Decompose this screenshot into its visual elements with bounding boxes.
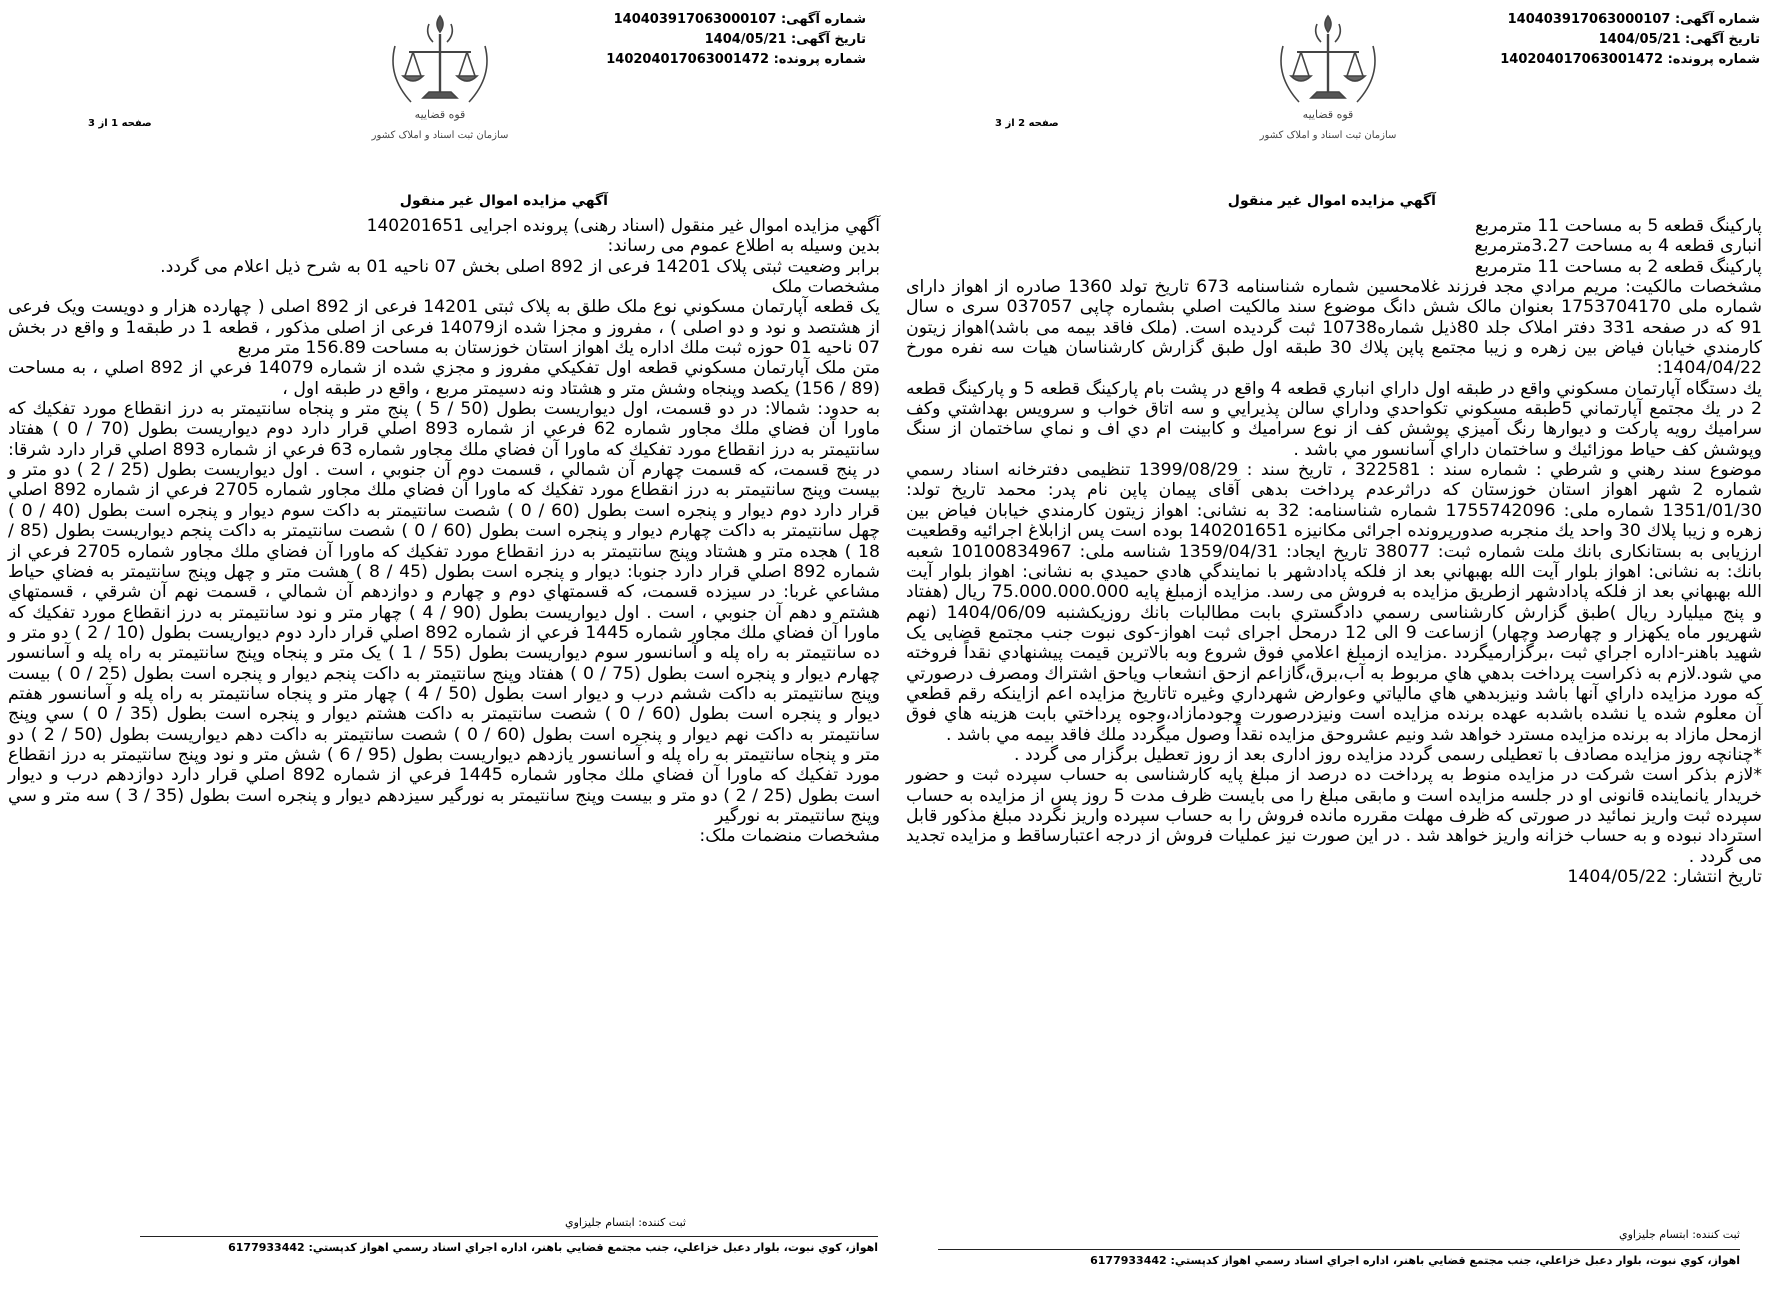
page-number: صفحه 1 از 3 bbox=[88, 118, 152, 129]
header-meta bbox=[606, 10, 866, 70]
body-paragraph: انباری قطعه 4 به مساحت 3.27مترمربع bbox=[1474, 236, 1762, 257]
body-paragraph: مشخصات منضمات ملک: bbox=[699, 826, 880, 847]
body-paragraph: يک قطعه آپارتمان مسكوني نوع ملک طلق به پلاک ثبتی 14201 فرعی از 892 اصلی ( چهارده هزار و دويست ويک فرعی از هشتصد و نود و دو اصلی ) ، مفروز و مجزا شده از14079 فرعی از اصلی مذکور ، قطعه 1 در طبقه1 و واقع در بخش 07 ناحيه 01 حوزه ثبت ملك اداره يك اهواز استان خوزستان به مساحت 156.89 متر مربع bbox=[8, 297, 880, 359]
publish-date: تاريخ انتشار: 1404/05/22 bbox=[1567, 867, 1762, 887]
footer-address: اهواز، كوي نبوت، بلوار دعبل خزاعلي، جنب مجتمع قضايي باهنر، اداره اجراي اسناد رسمي اهواز كدپستي: 6177933442 bbox=[1090, 1254, 1740, 1267]
svg-text:قوه قضاییه: قوه قضاییه bbox=[414, 108, 466, 121]
registrar-name: ابتسام جليزاوي bbox=[564, 1216, 635, 1229]
registrar bbox=[565, 1216, 686, 1229]
notice-body bbox=[906, 216, 1762, 887]
registrar-label: ثبت كننده: bbox=[638, 1216, 686, 1229]
body-paragraph: بدين وسيله به اطلاع عموم می رساند: bbox=[607, 236, 880, 257]
body-paragraph: *چنانچه روز مزايده مصادف با تعطيلی رسمی گردد مزايده روز اداری بعد از روز تعطيل برگزار می گردد . bbox=[1013, 744, 1762, 765]
case-number-label: شماره پرونده: bbox=[1667, 52, 1760, 67]
notice-number: 140403917063000107 bbox=[613, 12, 777, 27]
notice-number: 140403917063000107 bbox=[1507, 12, 1671, 27]
case-number: 140204017063001472 bbox=[606, 52, 770, 67]
judiciary-emblem-logo bbox=[1253, 6, 1403, 161]
registrar-name: ابتسام جليزاوي bbox=[1618, 1228, 1689, 1241]
page-number: صفحه 2 از 3 bbox=[995, 118, 1059, 129]
body-paragraph: يك دستگاه آپارتمان مسكوني واقع در طبقه اول داراي انباري قطعه 4 واقع در پشت بام پاركينگ قطعه 5 و پاركينگ قطعه 2 در يك مجتمع آپارتماني 5طبقه مسكوني تكواحدي وداراي سالن پذيرايي و سه اتاق خواب و سرويس بهداشتي وكف سراميك رويه پاركت و ديوارها رنگ آميزي پوشش كف از نوع سراميك و كابينت ام دي اف و نماي ساختمان از سنگ وپوشش كف حياط موزائيك و ساختمان داراي آسانسور مي باشد . bbox=[906, 378, 1763, 460]
registrar bbox=[1619, 1228, 1740, 1241]
notice-body bbox=[8, 216, 880, 847]
body-paragraph: متن ملک آپارتمان مسكوني قطعه اول تفكيكي مفروز و مجزي شده از شماره 14079 فرعي از 892 اصلي ، به مساحت (89 / 156) يكصد وپنجاه وشش متر و هشتاد ونه دسيمتر مربع ، واقع در طبقه اول ، bbox=[8, 358, 880, 399]
case-number: 140204017063001472 bbox=[1500, 52, 1664, 67]
body-paragraph: برابر وضعيت ثبتی پلاک 14201 فرعی از 892 اصلی بخش 07 ناحيه 01 به شرح ذيل اعلام می گردد. bbox=[160, 256, 880, 277]
body-paragraph: پارکینگ قطعه 2 به مساحت 11 مترمربع bbox=[1474, 256, 1762, 277]
notice-title: آگهي مزايده اموال غير منقول bbox=[399, 193, 608, 209]
footer-divider bbox=[140, 1236, 878, 1237]
svg-text:قوه قضاییه: قوه قضاییه bbox=[1302, 108, 1354, 121]
body-paragraph: مشخصات ملک bbox=[771, 277, 880, 298]
page-2 bbox=[898, 0, 1780, 1303]
body-paragraph: مشخصات مالکیت: مريم مرادي مجد فرزند غلامحسين شماره شناسنامه 673 تاريخ تولد 1360 صادره از اهواز دارای شماره ملی 1753704170 بعنوان مالک شش دانگ موضوع سند مالكيت اصلي بشماره چاپی 037057 سری ه سال 91 که در صفحه 331 دفتر املاک جلد 80ذيل شماره10738 ثبت گرديده است. (ملک فاقد بیمه می باشد)اهواز زيتون كارمندي خيابان فياض بين زهره و زيبا مجتمع پاپن پلاك 30 طبقه اول طبق گزارش کارشناسان هيات سه نفره مورخ 1404/04/22: bbox=[906, 277, 1763, 379]
body-paragraph: پارکینگ قطعه 5 به مساحت 11 مترمربع bbox=[1474, 216, 1762, 236]
notice-number-label: شماره آگهی: bbox=[780, 12, 866, 27]
footer-address: اهواز، كوي نبوت، بلوار دعبل خزاعلي، جنب مجتمع قضايي باهنر، اداره اجراي اسناد رسمي اهواز كدپستي: 6177933442 bbox=[228, 1241, 878, 1254]
case-number-label: شماره پرونده: bbox=[773, 52, 866, 67]
notice-date-label: تاریخ آگهی: bbox=[791, 32, 866, 47]
footer-divider bbox=[938, 1249, 1740, 1250]
body-paragraph: آگهي مزايده اموال غير منقول (اسناد رهنی) پرونده اجرايی 140201651 bbox=[366, 216, 880, 236]
header-meta bbox=[1500, 10, 1760, 70]
notice-date: 1404/05/21 bbox=[704, 32, 787, 47]
notice-date-label: تاریخ آگهی: bbox=[1685, 32, 1760, 47]
body-paragraph: *لازم بذکر است شرکت در مزايده منوط به پرداخت ده درصد از مبلغ پايه کارشناسی به حساب سپرده ثبت و حضور خريدار يانماينده قانونی او در جلسه مزايده است و مابقی مبلغ را می بايست ظرف مدت 5 روز پس از مزايده به حساب سپرده ثبت واريز نمائيد در صورتی که ظرف مهلت مقرره مانده فروش را به حساب سپرده واريز نگردد مبلغ مذکور قابل استرداد نبوده و به حساب خزانه واريز خواهد شد . در اين صورت نيز عمليات فروش از درجه اعتبارساقط و مزايده تجديد می گردد . bbox=[906, 765, 1762, 867]
body-paragraph: به حدود: شمالا: در دو قسمت، اول ديواريست بطول (50 / 5 ) پنج متر و پنجاه سانتيمتر به درز انقطاع مورد تفكيك كه ماورا آن فضاي ملك مجاور شماره 62 فرعي از شماره 893 اصلي قرار دارد دوم ديواريست بطول (70 / 0 ) هفتاد سانتيمتر به درز انقطاع مورد تفكيك كه ماورا آن فضاي ملك مجاور شماره 63 فرعي از شماره 893 اصلي قرار دارد شرقا: در پنج قسمت، كه قسمت چهارم آن شمالي ، قسمت دوم آن جنوبي ، است . اول ديواريست بطول (25 / 2 ) دو متر و بيست وپنج سانتيمتر به درز انقطاع مورد تفكيك كه ماورا آن فضاي ملك مجاور شماره 2705 فرعي از شماره 892 اصلي قرار دارد دوم ديوار و پنجره است بطول (60 / 0 ) شصت سانتيمتر به داكت سوم ديوار و پنجره است بطول (40 / 0 ) چهل سانتيمتر به داكت چهارم ديوار و پنجره است بطول (60 / 0 ) شصت سانتيمتر به داكت پنجم ديواريست بطول (85 / 18 ) هجده متر و هشتاد وپنج سانتيمتر به درز انقطاع مورد تفكيك كه ماورا آن فضاي ملك مجاور شماره 2705 فرعي از شماره 892 اصلي قرار دارد جنوبا: ديوار و پنجره است بطول (45 / 8 ) هشت متر و چهل وپنج سانتيمتر به فضاي حياط مشاعي غربا: در سيزده قسمت، كه قسمتهاي دوم و چهارم و دوازدهم آن شمالي ، قسمت نهم آن شرقي ، قسمتهاي هشتم و دهم آن جنوبي ، است . اول ديواريست بطول (90 / 4 ) چهار متر و نود سانتيمتر به درز انقطاع مورد تفكيك كه ماورا آن فضاي ملك مجاور شماره 1445 فرعي از شماره 892 اصلي قرار دارد دوم ديواريست بطول (10 / 2 ) دو متر و ده سانتيمتر به راه پله و آسانسور سوم ديواريست بطول (55 / 1 ) يک متر و پنجاه وپنج سانتيمتر به راه پله و آسانسور چهارم ديوار و پنجره است بطول (75 / 0 ) هفتاد وپنج سانتيمتر به داكت پنجم ديوار و پنجره است بطول (25 / 0 ) بيست وپنج سانتيمتر به داكت ششم درب و ديوار است بطول (50 / 4 ) چهار متر و پنجاه سانتيمتر به راه پله و آسانسور هفتم ديوار و پنجره است بطول (60 / 0 ) شصت سانتيمتر به داكت هشتم ديوار و پنجره است بطول (35 / 0 ) سي وپنج سانتيمتر به داكت نهم ديوار و پنجره است بطول (60 / 0 ) شصت سانتيمتر به داكت دهم ديواريست بطول (50 / 2 ) دو متر و پنجاه سانتيمتر به راه پله و آسانسور يازدهم ديواريست بطول (95 / 6 ) شش متر و نود وپنج سانتيمتر به درز انقطاع مورد تفكيك كه ماورا آن فضاي ملك مجاور شماره 1445 فرعي از شماره 892 اصلي قرار دارد دوازدهم درب و ديوار است بطول (25 / 2 ) دو متر و بيست وپنج سانتيمتر به نورگير سيزدهم ديوار و پنجره است بطول (35 / 3 ) سه متر و سي وپنج سانتيمتر به نورگير bbox=[8, 399, 881, 826]
registrar-label: ثبت كننده: bbox=[1692, 1228, 1740, 1241]
judiciary-emblem-logo bbox=[365, 6, 515, 161]
svg-text:سازمان ثبت اسناد و املاک کشور: سازمان ثبت اسناد و املاک کشور bbox=[371, 130, 509, 141]
body-paragraph: موضوع سند رهني و شرطي : شماره سند : 322581 ، تاريخ سند : 1399/08/29 تنظيمی دفترخانه اسناد رسمي شماره 2 شهر اهواز استان خوزستان كه دراثرعدم پرداخت بدهی آقای پيمان پاپن نام پدر: محمد تاريخ تولد: 1351/01/30 شماره ملی: 1755742096 شماره شناسنامه: 32 به نشانی: اهواز زيتون كارمندي خيابان فياض بين زهره و زيبا پلاك 30 واحد يك منجربه صدورپرونده اجرائی مكانيزه 140201651 بوده است پس ازابلاغ اجرائيه وقطعيت ارزيابی به بستانكاری بانك ملت شماره ثبت: 38077 تاريخ ايجاد: 1359/04/31 شناسه ملی: 10100834967 شعبه بانك: به نشانی: اهواز بلوار آيت الله بهبهاني بعد از فلكه پادادشهر با نمايندگي هادي حميدي به نشانی: اهواز بلوار آيت الله بهبهاني بعد از فلكه پادادشهر ازطريق مزايده به فروش می رسد. مزايده ازمبلغ پايه 75.000.000.000 ريال (هفتاد و پنج ميليارد ريال )طبق گزارش كارشناسی رسمي دادگستري بابت مطالبات بانك روزيكشنبه 1404/06/09 (نهم شهريور ماه يكهزار و چهارصد وچهار) ازساعت 9 الی 12 درمحل اجرای ثبت اهواز-كوی نبوت جنب مجتمع قضايی يک شهيد باهنر-اداره اجراي ثبت ،برگزارميگردد .مزايده ازمبلغ اعلامي فوق شروع وبه بالاترين قيمت پيشنهادي نقداً فروخته مي شود.لازم به ذكراست پرداخت بدهي هاي مربوط به آب،برق،گازاعم ازحق انشعاب وياحق اشتراك ومصرف درصورتي كه مورد مزايده داراي آنها باشد ونيزبدهي هاي مالياتي وعوارض شهرداري وغيره تاتاريخ مزايده اعم ازاينكه رقم قطعي آن معلوم شده يا نشده باشدبه عهده برنده مزايده است ونيزدرصورت وجودمازاد،وجوه پرداختي بابت هزينه هاي فوق ازمحل مازاد به برنده مزايده مسترد خواهد شد ونيم عشروحق مزايده نقداً وصول ميگردد ملك فاقد بيمه مي باشد . bbox=[906, 460, 1762, 745]
svg-text:سازمان ثبت اسناد و املاک کشور: سازمان ثبت اسناد و املاک کشور bbox=[1259, 130, 1397, 141]
notice-date: 1404/05/21 bbox=[1598, 32, 1681, 47]
notice-number-label: شماره آگهی: bbox=[1674, 12, 1760, 27]
notice-title: آگهي مزايده اموال غير منقول bbox=[1227, 193, 1436, 209]
